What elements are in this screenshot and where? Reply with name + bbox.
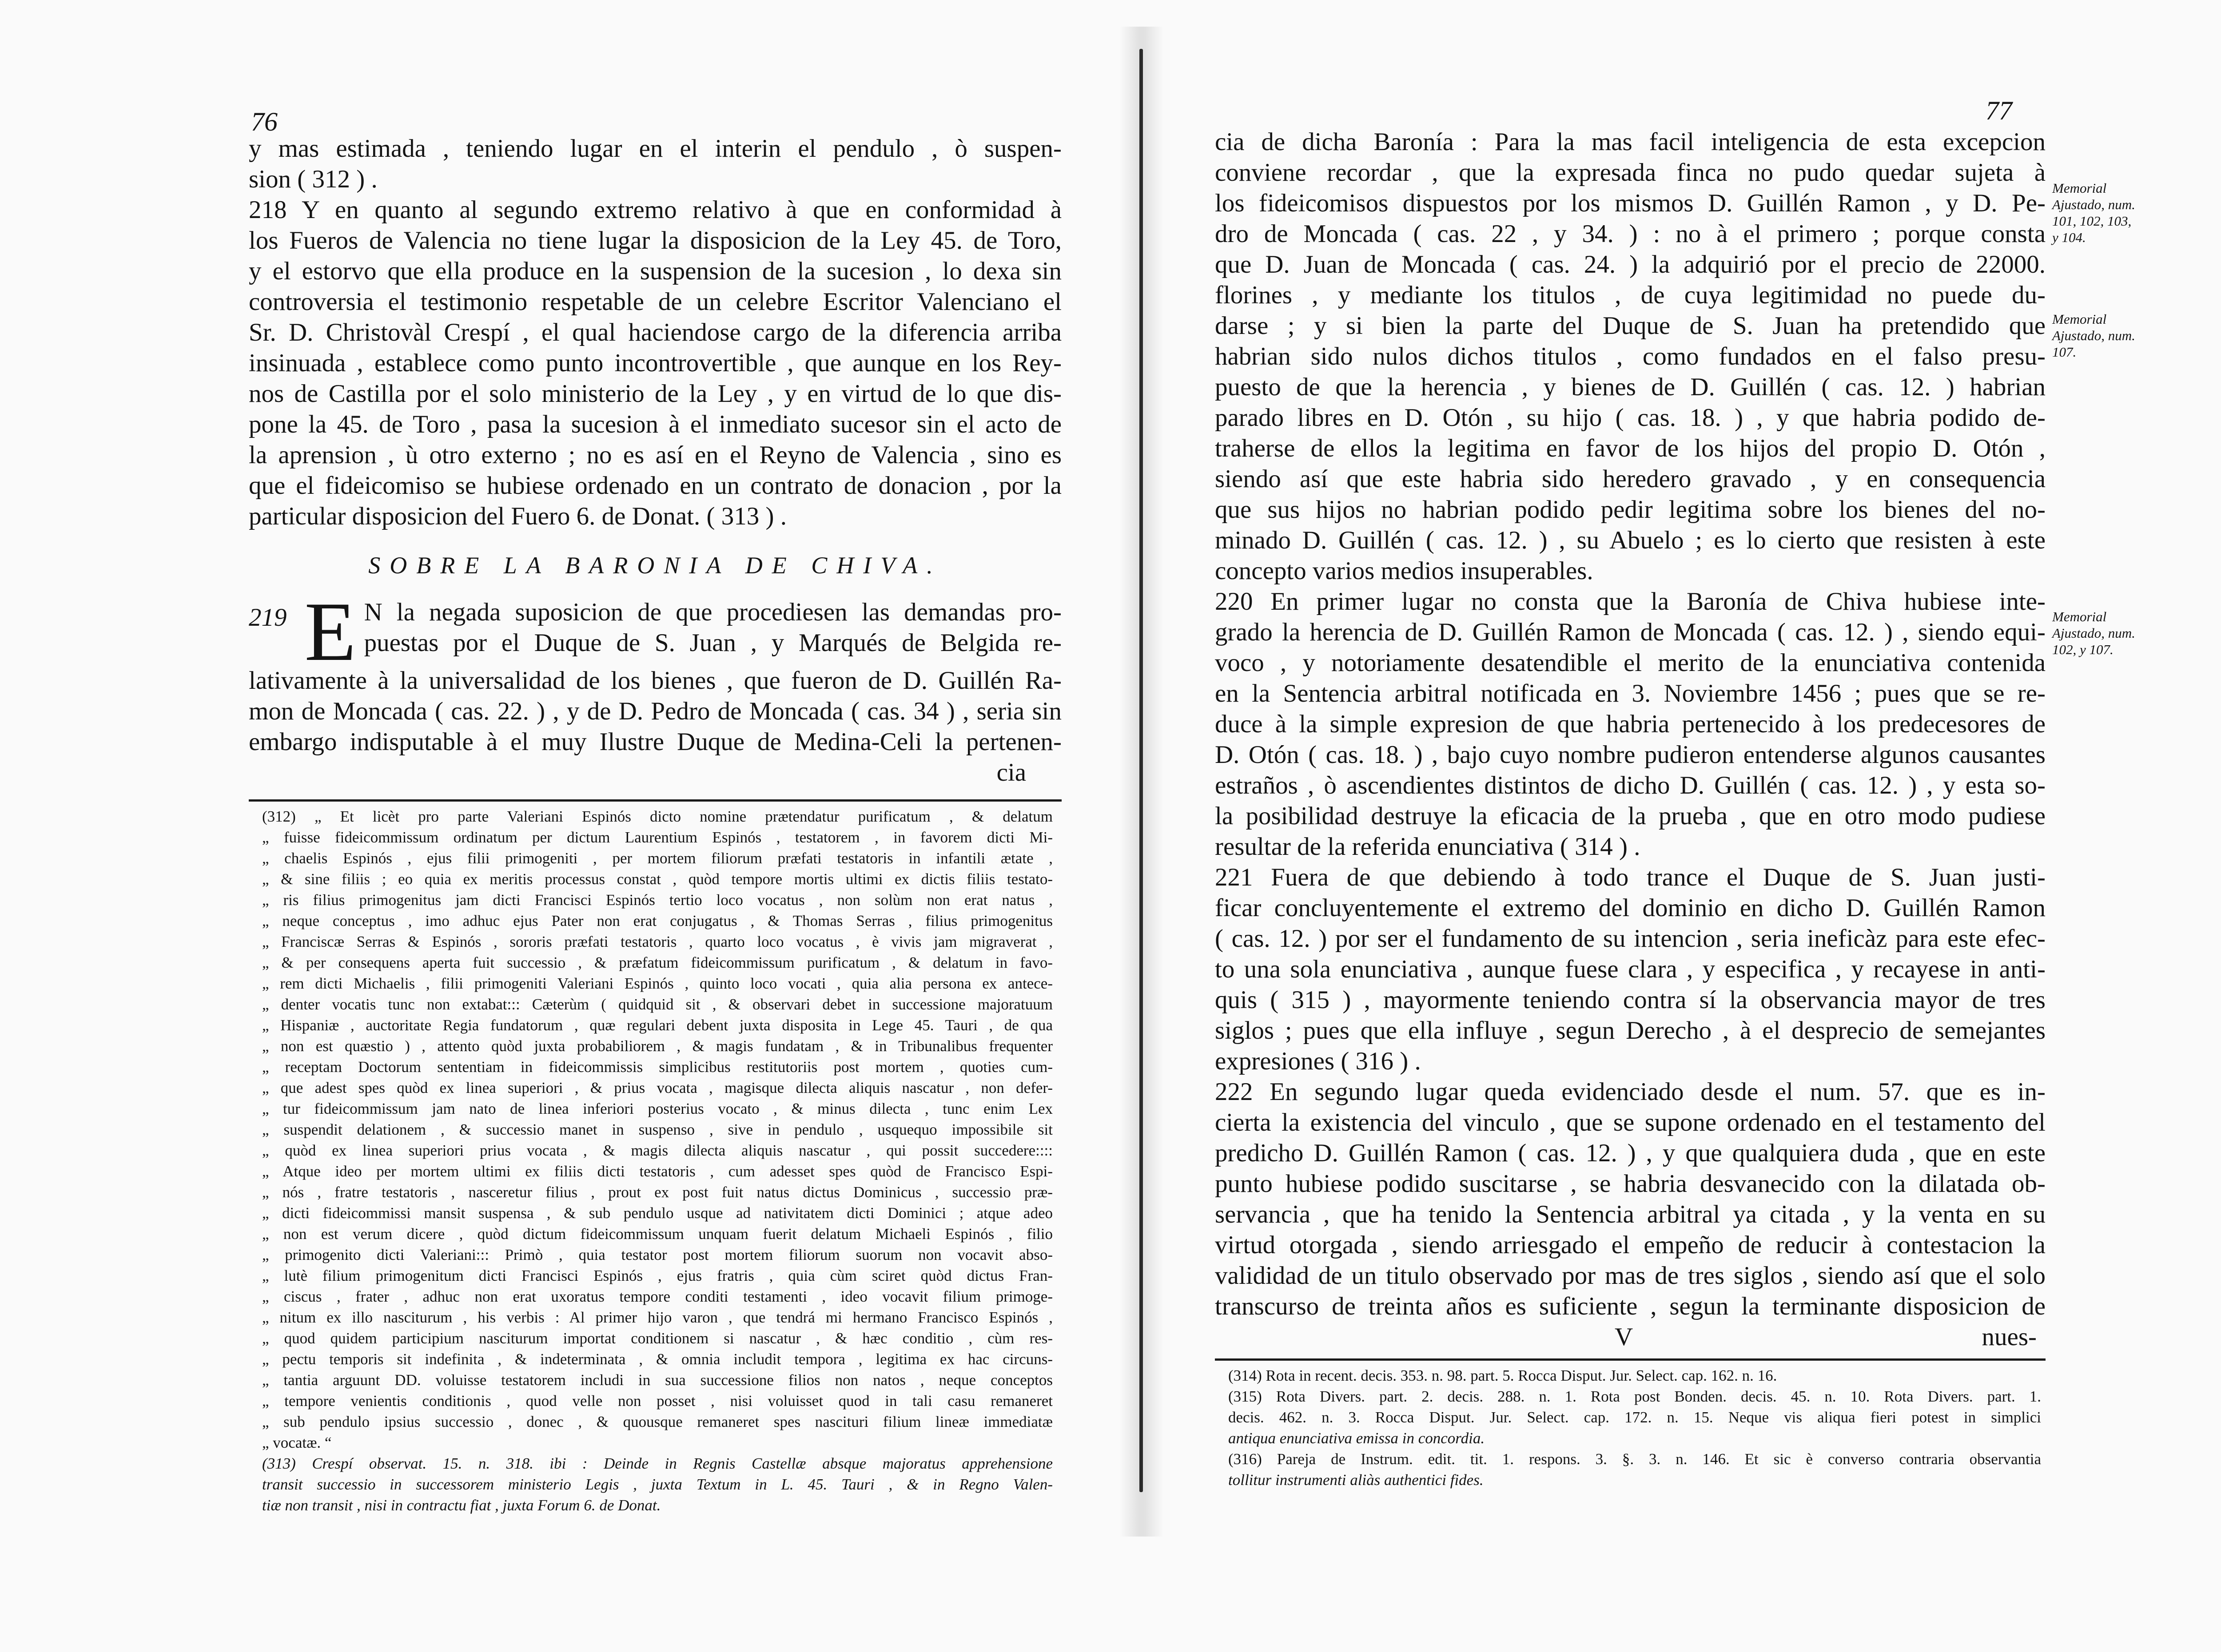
text-line: en la Sentencia arbitral notificada en 3. Noviembre 1456 ; pues que se re- (1215, 679, 2046, 707)
footnote-line: „ & per consequens aperta fuit successio , & præfatum fideicommissum purificatum , & delatum in favo- (262, 954, 1053, 971)
paragraph-number: 219 (249, 604, 287, 631)
footnote-rule (249, 799, 1062, 802)
footnote-line: „ que adest spes quòd ex linea superiori , & prius vocata , magisque dilecta aliquis nascatur , non defer- (262, 1079, 1053, 1096)
text-line: y mas estimada , teniendo lugar en el interin el pendulo , ò suspen- (249, 135, 1062, 163)
text-line: grado la herencia de D. Guillén Ramon de Moncada ( cas. 12. ) , siendo equi- (1215, 618, 2046, 646)
footnote-line: (315) Rota Divers. part. 2. decis. 288. n. 1. Rota post Bonden. decis. 45. n. 10. Rota Divers. part. 1. (1228, 1388, 2041, 1405)
drop-cap: E (304, 585, 356, 679)
footnote-line: „ chaelis Espinós , ejus filii primogeniti , per mortem filiorum præfati testatoris in infantili ætate , (262, 850, 1053, 867)
footnote-line: „ tur fideicommissum jam nato de linea inferiori posterius vocato , & minus dilecta , tunc enim Lex (262, 1100, 1053, 1117)
footnote-line: „ neque conceptus , imo adhuc ejus Pater non erat conjugatus , & Thomas Serras , filius primogenitus (262, 912, 1053, 929)
footnote-line: „ tantia arguunt DD. voluisse testatorem includi in sua successione filios non natos , neque conceptos (262, 1371, 1053, 1389)
text-line: estraños , ò ascendientes distintos de dicho D. Guillén ( cas. 12. ) , y esta so- (1215, 771, 2046, 799)
text-line: lativamente à la universalidad de los bienes , que fueron de D. Guillén Ra- (249, 667, 1062, 695)
footnote-line: „ ris filius primogenitus jam dicti Francisci Espinós tertio loco vocatus , non solùm non erat natus , (262, 891, 1053, 909)
text-line: que el fideicomiso se hubiese ordenado en un contrato de donacion , por la (249, 472, 1062, 500)
text-line: resultar de la referida enunciativa ( 314 ) . (1215, 833, 1640, 861)
catchword: cia (996, 758, 1026, 786)
text-line: voco , y notoriamente desatendible el merito de la enunciativa contenida (1215, 649, 2046, 677)
section-heading: SOBRE LA BARONIA DE CHIVA. (368, 552, 942, 579)
text-line: puestas por el Duque de S. Juan , y Marqués de Belgida re- (364, 629, 1062, 657)
text-line: ficar concluyentemente el extremo del dominio en dicho D. Guillén Ramon (1215, 894, 2046, 922)
footnote-line: „ & sine filiis ; eo quia ex meritis processus constat , quòd tempore mortis ultimi ex dictis filiis testato- (262, 870, 1053, 888)
text-line: ( cas. 12. ) por ser el fundamento de su intencion , seria ineficàz para este efec- (1215, 925, 2046, 953)
text-line: la aprension , ù otro externo ; no es así en el Reyno de Valencia , sino es (249, 441, 1062, 469)
text-line: florines , y mediante los titulos , de cuya legitimidad no puede du- (1215, 281, 2046, 309)
paragraph-intro (249, 133, 1062, 195)
footnote-314: (314) Rota in recent. decis. 353. n. 98. part. 5. Rocca Disput. Jur. Select. cap. 162. n. 16. (1228, 1367, 1777, 1384)
footnote-line: „ non est quæstio ) , attento quòd juxta probabiliorem , & magis fundatam , & in Tribunalibus frequenter (262, 1037, 1053, 1055)
text-line: los Fueros de Valencia no tiene lugar la disposicion de la Ley 45. de Toro, (249, 226, 1062, 254)
text-line: siendo así que este habria sido heredero gravado , y en consequencia (1215, 465, 2046, 493)
footnote-line: „ receptam Doctorum sententiam in fideicommissis simplicibus restitutoriis post mortem , quoties cum- (262, 1058, 1053, 1076)
footnote-line: decis. 462. n. 3. Rocca Disput. Jur. Select. cap. 172. n. 15. Neque vis aliqua fieri potest in simplici (1228, 1409, 2041, 1426)
footnote-line: tollitur instrumenti aliàs authentici fides. (1228, 1471, 1484, 1489)
text-line: N la negada suposicion de que procediesen las demandas pro- (364, 598, 1062, 626)
footnote-line: „ denter vocatis tunc non extabat::: Cæterùm ( quidquid sit , & observari debet in successione majoratuum (262, 996, 1053, 1013)
text-line: controversia el testimonio respetable de un celebre Escritor Valenciano el (249, 288, 1062, 316)
footnote-313 (262, 1453, 1053, 1516)
text-line: expresiones ( 316 ) . (1215, 1047, 1421, 1075)
footnote-line: transit successio in successorem ministerio Legis , juxta Textum in L. 45. Tauri , & in Regno Valen- (262, 1476, 1053, 1493)
text-line: habrian sido nulos dichos titulos , como fundados en el falso presu- (1215, 342, 2046, 370)
footnote-line: „ quod quidem participium nasciturum importat conditionem si nascatur , & hæc conditio , cùm res- (262, 1330, 1053, 1347)
paragraph-continued (1215, 127, 2046, 586)
text-line: parado libres en D. Otón , su hijo ( cas. 18. ) , y que habria podido de- (1215, 404, 2046, 432)
footnote-315 (1228, 1386, 2041, 1449)
text-line: cierta la existencia del vinculo , que se supone ordenado en el testamento del (1215, 1108, 2046, 1136)
text-line: valididad de un titulo observado por mas de tres siglos , siendo así que el solo (1215, 1262, 2046, 1290)
footnote-line: „ nós , fratre testatoris , nasceretur filius , prout ex post fuit natus dictus Dominicus , successio præ- (262, 1183, 1053, 1201)
text-line: insinuada , establece como punto incontrovertible , que aunque en los Rey- (249, 349, 1062, 377)
footnote-line: „ dicti fideicommissi mansit suspensa , & sub pendulo usque ad nativitatem dicti Dominici ; atque adeo (262, 1204, 1053, 1222)
text-line: los fideicomisos dispuestos por los mismos D. Guillén Ramon , y D. Pe- (1215, 189, 2046, 217)
text-line: minado D. Guillén ( cas. 12. ) , su Abuelo ; es lo cierto que resisten à este (1215, 526, 2046, 554)
text-line: que sus hijos no habrian podido pedir legitima sobre los bienes del no- (1215, 496, 2046, 524)
footnote-rule (1215, 1358, 2046, 1361)
text-line: embargo indisputable à el muy Ilustre Duque de Medina-Celi la pertenen- (249, 728, 1062, 756)
text-line: transcurso de treinta años es suficiente , segun la terminante disposicion de (1215, 1292, 2046, 1320)
left-page (249, 133, 1062, 1516)
text-line: la posibilidad destruye la eficacia de la prueba , que en otro modo pudiese (1215, 802, 2046, 830)
text-line: duce à la simple expresion de que habria pertenecido à los predecesores de (1215, 710, 2046, 738)
text-line: puesto de que la herencia , y bienes de D. Guillén ( cas. 12. ) habrian (1215, 373, 2046, 401)
text-line: Sr. D. Christovàl Crespí , el qual haciendose cargo de la diferencia arriba (249, 318, 1062, 346)
footnotes-left (249, 806, 1062, 1516)
text-line: D. Otón ( cas. 18. ) , bajo cuyo nombre pudieron entenderse algunos causantes (1215, 741, 2046, 769)
text-line: que D. Juan de Moncada ( cas. 24. ) la adquirió por el precio de 22000. (1215, 250, 2046, 278)
footnote-line: „ sub pendulo ipsius successio , donec , & quousque remaneret spes nascituri filium lineæ immediatæ (262, 1413, 1053, 1430)
footnote-line: „ ciscus , frater , adhuc non erat uxoratus tempore conditi testamenti , ideo vocavit filium primoge- (262, 1288, 1053, 1305)
text-line: to una sola enunciativa , aunque fuese clara , y especifica , y recayese in anti- (1215, 955, 2046, 983)
signature-mark: V (1615, 1323, 1633, 1351)
text-line: punto hubiese podido suscitarse , se habria desvanecido con la dilatada ob- (1215, 1170, 2046, 1198)
paragraph-218 (249, 195, 1062, 532)
footnotes-right (1215, 1365, 2046, 1490)
footnote-line: „ rem dicti Michaelis , filii primogeniti Valeriani Espinós , quinto loco vocati , quia alia persona ex antece- (262, 975, 1053, 992)
footnote-316 (1228, 1449, 2041, 1490)
footnote-line: (312) „ Et licèt pro parte Valeriani Espinós dicto nomine prætendatur purificatum , & delatum (262, 808, 1053, 825)
text-line: 220 En primer lugar no consta que la Baronía de Chiva hubiese inte- (1215, 588, 2046, 616)
text-line: siglos ; pues que ella influye , segun Derecho , à el desprecio de semejantes (1215, 1017, 2046, 1044)
text-line: particular disposicion del Fuero 6. de Donat. ( 313 ) . (249, 502, 787, 530)
margin-note-memorial-1: Memorial Ajustado, num. 101, 102, 103, y 104. (2052, 180, 2135, 245)
text-line: quis ( 315 ) , mayormente teniendo contra sí la observancia mayor de tres (1215, 986, 2046, 1014)
text-line: virtud otorgada , siendo arriesgado el empeño de reducir à contestacion la (1215, 1231, 2046, 1259)
book-gutter (1139, 49, 1143, 1492)
paragraph-219 (249, 585, 1062, 788)
footnote-line: „ vocatæ. “ (262, 1434, 332, 1451)
paragraph-220 (1215, 586, 2046, 862)
footnote-line: „ tempore venientis conditionis , quod velle non posset , nisi voluisset quod in tali casu remaneret (262, 1392, 1053, 1410)
text-line: mon de Moncada ( cas. 22. ) , y de D. Pedro de Moncada ( cas. 34 ) , seria sin (249, 697, 1062, 725)
footnote-line: „ lutè filium primogenitum dicti Francisci Espinós , ejus fratris , quia cùm sciret quòd dictus Fran- (262, 1267, 1053, 1284)
footnote-line: „ Atque ideo per mortem ultimi ex filiis dicti testatoris , cum adesset spes quòd de Francisco Espi- (262, 1163, 1053, 1180)
text-line: y el estorvo que ella produce en la suspension de la sucesion , lo dexa sin (249, 257, 1062, 285)
text-line: nos de Castilla por el solo ministerio de la Ley , y en virtud de lo que dis- (249, 380, 1062, 408)
footnote-line: „ non est verum dicere , quòd dictum fideicommissum unquam fuerit delatum Michaeli Espinós , filio (262, 1225, 1053, 1243)
margin-note-memorial-2: Memorial Ajustado, num. 107. (2052, 311, 2135, 360)
footnote-line: „ primogenito dicti Valeriani::: Primò , quia testator post mortem filiorum suorum non vocavit abso- (262, 1246, 1053, 1263)
paragraph-222 (1215, 1076, 2046, 1322)
right-page (1215, 127, 2046, 1490)
footnote-line: tiæ non transit , nisi in contractu fiat , juxta Forum 6. de Donat. (262, 1497, 661, 1514)
left-page-number: 76 (251, 107, 278, 136)
right-page-number: 77 (1986, 96, 2012, 125)
text-line: dro de Moncada ( cas. 22 , y 34. ) : no à el primero ; porque consta (1215, 220, 2046, 248)
footnote-line: „ Hispaniæ , auctoritate Regia fundatorum , quæ regulari debent juxta disposita in Lege 45. Tauri , de qua (262, 1017, 1053, 1034)
footnote-line: „ Franciscæ Serras & Espinós , sororis præfati testatoris , quarto loco vocatus , è vivis jam migraverat , (262, 933, 1053, 950)
text-line: conviene recordar , que la expresada finca no pudo quedar sujeta à (1215, 159, 2046, 187)
footnote-line: „ nitum ex illo nasciturum , his verbis : Al primer hijo varon , que tendrá mi hermano Francisco Espinós , (262, 1309, 1053, 1326)
text-line: 221 Fuera de que debiendo à todo trance el Duque de S. Juan justi- (1215, 863, 2046, 891)
text-line: predicho D. Guillén Ramon ( cas. 12. ) , y que qualquiera duda , que en este (1215, 1139, 2046, 1167)
footnote-line: „ quòd ex linea superiori prius vocata , & magis dilecta aliquis nascatur , qui possit succedere:::: (262, 1142, 1053, 1159)
text-line: 218 Y en quanto al segundo extremo relativo à que en conformidad à (249, 196, 1062, 224)
text-line: darse ; y si bien la parte del Duque de S. Juan ha pretendido que (1215, 312, 2046, 340)
footnote-line: „ pectu temporis sit indefinita , & indeterminata , & omnia includit tempora , legitima ex hac circuns- (262, 1350, 1053, 1368)
text-line: sion ( 312 ) . (249, 165, 378, 193)
footnote-line: (313) Crespí observat. 15. n. 318. ibi : Deinde in Regnis Castellæ absque majoratus apprehensione (262, 1455, 1053, 1472)
text-line: servancia , que ha tenido la Sentencia arbitral ya citada , y la venta en su (1215, 1200, 2046, 1228)
footnote-line: antiqua enunciativa emissa in concordia. (1228, 1430, 1485, 1447)
catchword: nues- (1982, 1323, 2037, 1351)
footnote-line: „ suspendit delationem , & successio manet in suspenso , sive in pendulo , usquequo impossibile sit (262, 1121, 1053, 1138)
text-line: concepto varios medios insuperables. (1215, 557, 1593, 585)
footnote-312 (262, 806, 1053, 1453)
text-line: cia de dicha Baronía : Para la mas facil inteligencia de esta excepcion (1215, 128, 2046, 156)
text-line: 222 En segundo lugar queda evidenciado desde el num. 57. que es in- (1215, 1078, 2046, 1106)
margin-note-memorial-3: Memorial Ajustado, num. 102, y 107. (2052, 609, 2135, 657)
text-line: pone la 45. de Toro , pasa la sucesion à el inmediato sucesor sin el acto de (249, 410, 1062, 438)
signature-line (1215, 1322, 2046, 1352)
text-line: traherse de ellos la legitima en favor de los hijos del propio D. Otón , (1215, 434, 2046, 462)
footnote-line: „ fuisse fideicommissum ordinatum per dictum Laurentium Espinós , testatorem , in favorem dicti Mi- (262, 829, 1053, 846)
paragraph-221 (1215, 862, 2046, 1076)
footnote-line: (316) Pareja de Instrum. edit. tit. 1. respons. 3. §. 3. n. 146. Et sic è converso contraria observantia (1228, 1450, 2041, 1468)
